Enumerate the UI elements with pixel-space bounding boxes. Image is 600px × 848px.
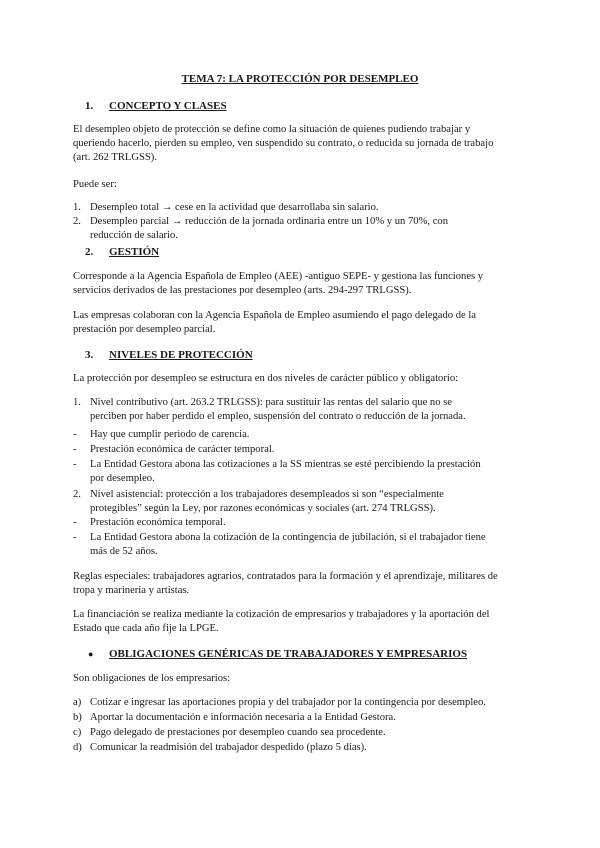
text-line: queriendo hacerlo, pierden su empleo, ven suspendido su contrato, o reducida su jornada de trabajo bbox=[73, 138, 494, 149]
list-item bbox=[73, 516, 530, 530]
list-item bbox=[73, 443, 530, 457]
section-1-heading: CONCEPTO Y CLASES bbox=[109, 100, 227, 112]
text-line: perciben por haber perdido el empleo, suspensión del contrato o reducción de la jornada. bbox=[90, 411, 466, 422]
text-line: El desempleo objeto de protección se define como la situación de quienes pudiendo trabajar y bbox=[73, 124, 471, 135]
text-line: más de 52 años. bbox=[90, 546, 158, 557]
list-marker: b) bbox=[73, 712, 82, 723]
text-line: Cotizar e ingresar las aportaciones propia y del trabajador por la contingencia por desempleo. bbox=[90, 697, 486, 708]
section-1-paragraph bbox=[73, 123, 533, 165]
text-line: La Entidad Gestora abona las cotizaciones a la SS mientras se esté percibiendo la prestación bbox=[90, 459, 481, 470]
text-line: Las empresas colaboran con la Agencia Española de Empleo asumiendo el pago delegado de la bbox=[73, 310, 477, 321]
list-marker: - bbox=[73, 459, 77, 470]
text-line: tropa y marinería y artistas. bbox=[73, 585, 190, 596]
text-line: reducción de salario. bbox=[90, 230, 178, 241]
text-line: Aportar la documentación e información necesaria a la Entidad Gestora. bbox=[90, 712, 396, 723]
text-line: Reglas especiales: trabajadores agrarios, contratados para la formación y el aprendizaje, militares de bbox=[73, 571, 498, 582]
text-line: protegibles” según la Ley, por razones económicas y sociales (art. 274 TRLGSS). bbox=[90, 503, 436, 514]
section-1-number: 1. bbox=[85, 100, 94, 112]
section-2-paragraph bbox=[73, 270, 533, 298]
list-marker: 2. bbox=[73, 216, 81, 227]
text-line: Pago delegado de prestaciones por desempleo cuando sea procedente. bbox=[90, 727, 386, 738]
text-line: Corresponde a la Agencia Española de Empleo (AEE) -antiguo SEPE- y gestiona las funciones y bbox=[73, 271, 484, 282]
list-item bbox=[73, 396, 530, 424]
special-rules-paragraph bbox=[73, 570, 533, 598]
list-item bbox=[73, 428, 530, 442]
section-3-intro: La protección por desempleo se estructura en dos niveles de carácter público y obligatorio: bbox=[73, 373, 459, 384]
list-item bbox=[73, 201, 530, 215]
list-marker: - bbox=[73, 444, 77, 455]
list-marker: 1. bbox=[73, 397, 81, 408]
list-item bbox=[73, 696, 530, 710]
text-line: servicios derivados de las prestaciones por desempleo (arts. 294-297 TRLGSS). bbox=[73, 285, 412, 296]
list-item bbox=[73, 531, 530, 559]
text-line: La financiación se realiza mediante la cotización de empresarios y trabajadores y la aportación del bbox=[73, 609, 490, 620]
text-line: Desempleo total → cese en la actividad que desarrollaba sin salario. bbox=[90, 202, 379, 213]
text-line: Desempleo parcial → reducción de la jornada ordinaria entre un 10% y un 70%, con bbox=[90, 216, 448, 227]
text-line: por desempleo. bbox=[90, 473, 155, 484]
section-3-heading: NIVELES DE PROTECCIÓN bbox=[109, 349, 253, 361]
list-item bbox=[73, 488, 530, 516]
list-marker: - bbox=[73, 429, 77, 440]
section-3-number: 3. bbox=[85, 349, 94, 361]
list-item bbox=[73, 215, 530, 243]
list-marker: d) bbox=[73, 742, 82, 753]
section-4-heading: OBLIGACIONES GENÉRICAS DE TRABAJADORES Y EMPRESARIOS bbox=[109, 648, 468, 660]
section-2-paragraph-2 bbox=[73, 309, 533, 337]
document-title: TEMA 7: LA PROTECCIÓN POR DESEMPLEO bbox=[181, 73, 419, 85]
section-2-heading: GESTIÓN bbox=[109, 246, 160, 258]
text-line: Estado que cada año fije la LPGE. bbox=[73, 623, 219, 634]
text-line: Prestación económica de carácter temporal. bbox=[90, 444, 275, 455]
text-line: Comunicar la readmisión del trabajador despedido (plazo 5 días). bbox=[90, 742, 367, 753]
list-marker: a) bbox=[73, 697, 82, 708]
text-line: La Entidad Gestora abona la cotización de la contingencia de jubilación, si el trabajador tiene bbox=[90, 532, 486, 543]
text-line: prestación por desempleo parcial. bbox=[73, 324, 216, 335]
text-line: (art. 262 TRLGSS). bbox=[73, 152, 157, 163]
list-marker: - bbox=[73, 532, 77, 543]
list-item bbox=[73, 741, 530, 755]
section-1-paragraph-2: Puede ser: bbox=[73, 179, 117, 190]
list-item bbox=[73, 726, 530, 740]
list-item bbox=[73, 711, 530, 725]
text-line: Hay que cumplir periodo de carencia. bbox=[90, 429, 250, 440]
financing-paragraph bbox=[73, 608, 533, 636]
list-marker: 1. bbox=[73, 202, 81, 213]
text-line: Prestación económica temporal. bbox=[90, 517, 226, 528]
text-line: Nivel asistencial: protección a los trabajadores desempleados si son “especialmente bbox=[90, 489, 444, 500]
list-marker: - bbox=[73, 517, 77, 528]
bullet-icon: ● bbox=[88, 649, 94, 659]
list-marker: 2. bbox=[73, 489, 81, 500]
text-line: Nivel contributivo (art. 263.2 TRLGSS): para sustituir las rentas del salario que no se bbox=[90, 397, 452, 408]
list-marker: c) bbox=[73, 727, 82, 738]
list-item bbox=[73, 458, 530, 486]
section-4-intro: Son obligaciones de los empresarios: bbox=[73, 673, 231, 684]
section-2-number: 2. bbox=[85, 246, 94, 258]
